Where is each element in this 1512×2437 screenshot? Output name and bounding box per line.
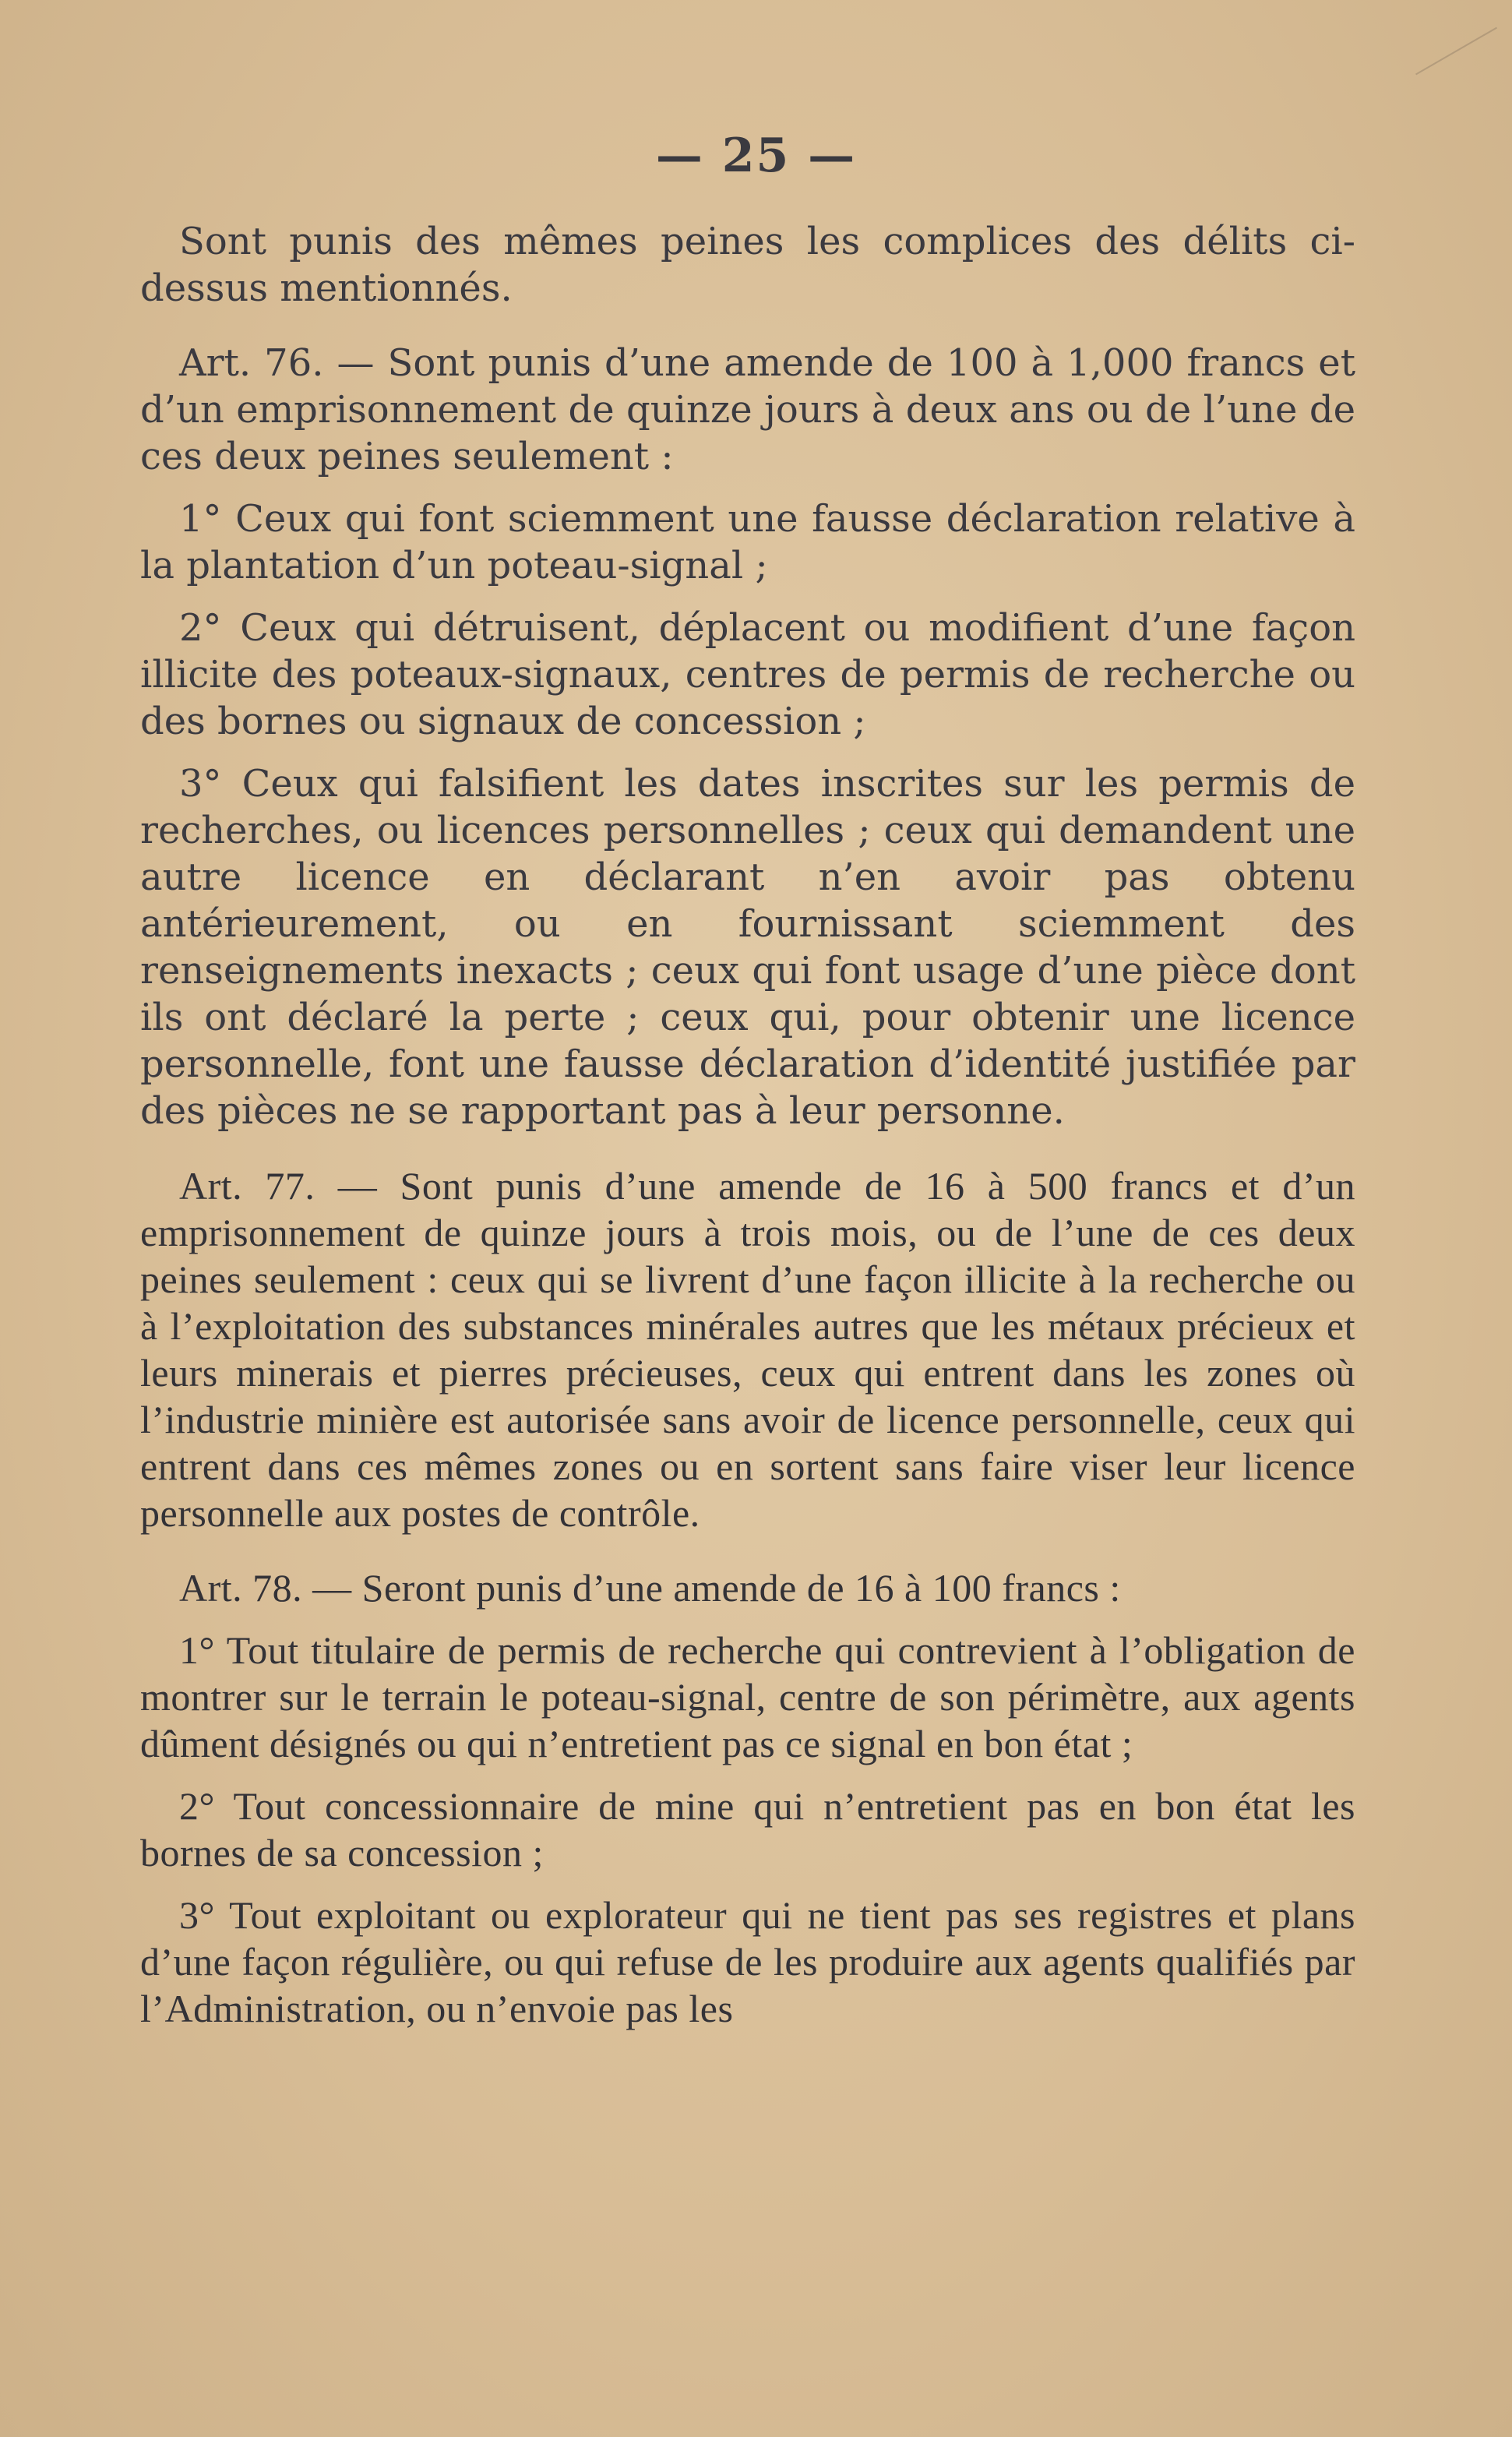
paragraph-art-78-item-3: 3° Tout exploitant ou explorateur qui ne tient pas ses registres et plans d’une façon régulière, ou qui refuse de les produire aux agents qualifiés par l’Administration, ou n’envoie pas les bbox=[140, 1893, 1355, 2030]
paragraph-complices: Sont punis des mêmes peines les complices des délits ci-dessus mentionnés. bbox=[140, 220, 1355, 310]
paragraph-art-76-item-3: 3° Ceux qui falsifient les dates inscrites sur les permis de recherches, ou licences personnelles ; ceux qui demandent une autre licence en déclarant n’en avoir pas obtenu antérieurement, ou en fournissant sciemment des renseignements inexacts ; ceux qui font usage d’une pièce dont ils ont déclaré la perte ; ceux qui, pour obtenir une licence personnelle, font une fausse déclaration d’identité justifiée par des pièces ne se rapportant pas à leur personne. bbox=[140, 762, 1355, 1133]
paragraph-art-76-item-1: 1° Ceux qui font sciemment une fausse déclaration relative à la plantation d’un poteau-signal ; bbox=[140, 497, 1355, 587]
paragraph-art-76-item-2: 2° Ceux qui détruisent, déplacent ou modifient d’une façon illicite des poteaux-signaux, centres de permis de recherche ou des bornes ou signaux de concession ; bbox=[140, 606, 1355, 743]
paragraph-art-77: Art. 77. — Sont punis d’une amende de 16 à 500 francs et d’un emprisonnement de quinze jours à trois mois, ou de l’une de ces deux peines seulement : ceux qui se livrent d’une façon illicite à la recherche ou à l’exploitation des substances minérales autres que les métaux précieux et leurs minerais et pierres précieuses, ceux qui entrent dans les zones où l’industrie minière est autorisée sans avoir de licence personnelle, ceux qui entrent dans ces mêmes zones ou en sortent sans faire viser leur licence personnelle aux postes de contrôle. bbox=[140, 1164, 1355, 1535]
body-text bbox=[140, 218, 1355, 2032]
paragraph-art-78-item-1: 1° Tout titulaire de permis de recherche qui contrevient à l’obligation de montrer sur le terrain le poteau-signal, centre de son périmètre, aux agents dûment désignés ou qui n’entretient pas ce signal en bon état ; bbox=[140, 1628, 1355, 1765]
paragraph-art-78: Art. 78. — Seront punis d’une amende de 16 à 100 francs : bbox=[179, 1566, 1121, 1610]
paragraph-art-78-item-2: 2° Tout concessionnaire de mine qui n’entretient pas en bon état les bornes de sa concession ; bbox=[140, 1784, 1355, 1874]
paragraph-art-76: Art. 76. — Sont punis d’une amende de 100 à 1,000 francs et d’un emprisonnement de quinze jours à deux ans ou de l’une de ces deux peines seulement : bbox=[140, 341, 1355, 478]
paper-crease-mark bbox=[1400, 0, 1497, 75]
page-number: — 25 — bbox=[655, 129, 857, 183]
